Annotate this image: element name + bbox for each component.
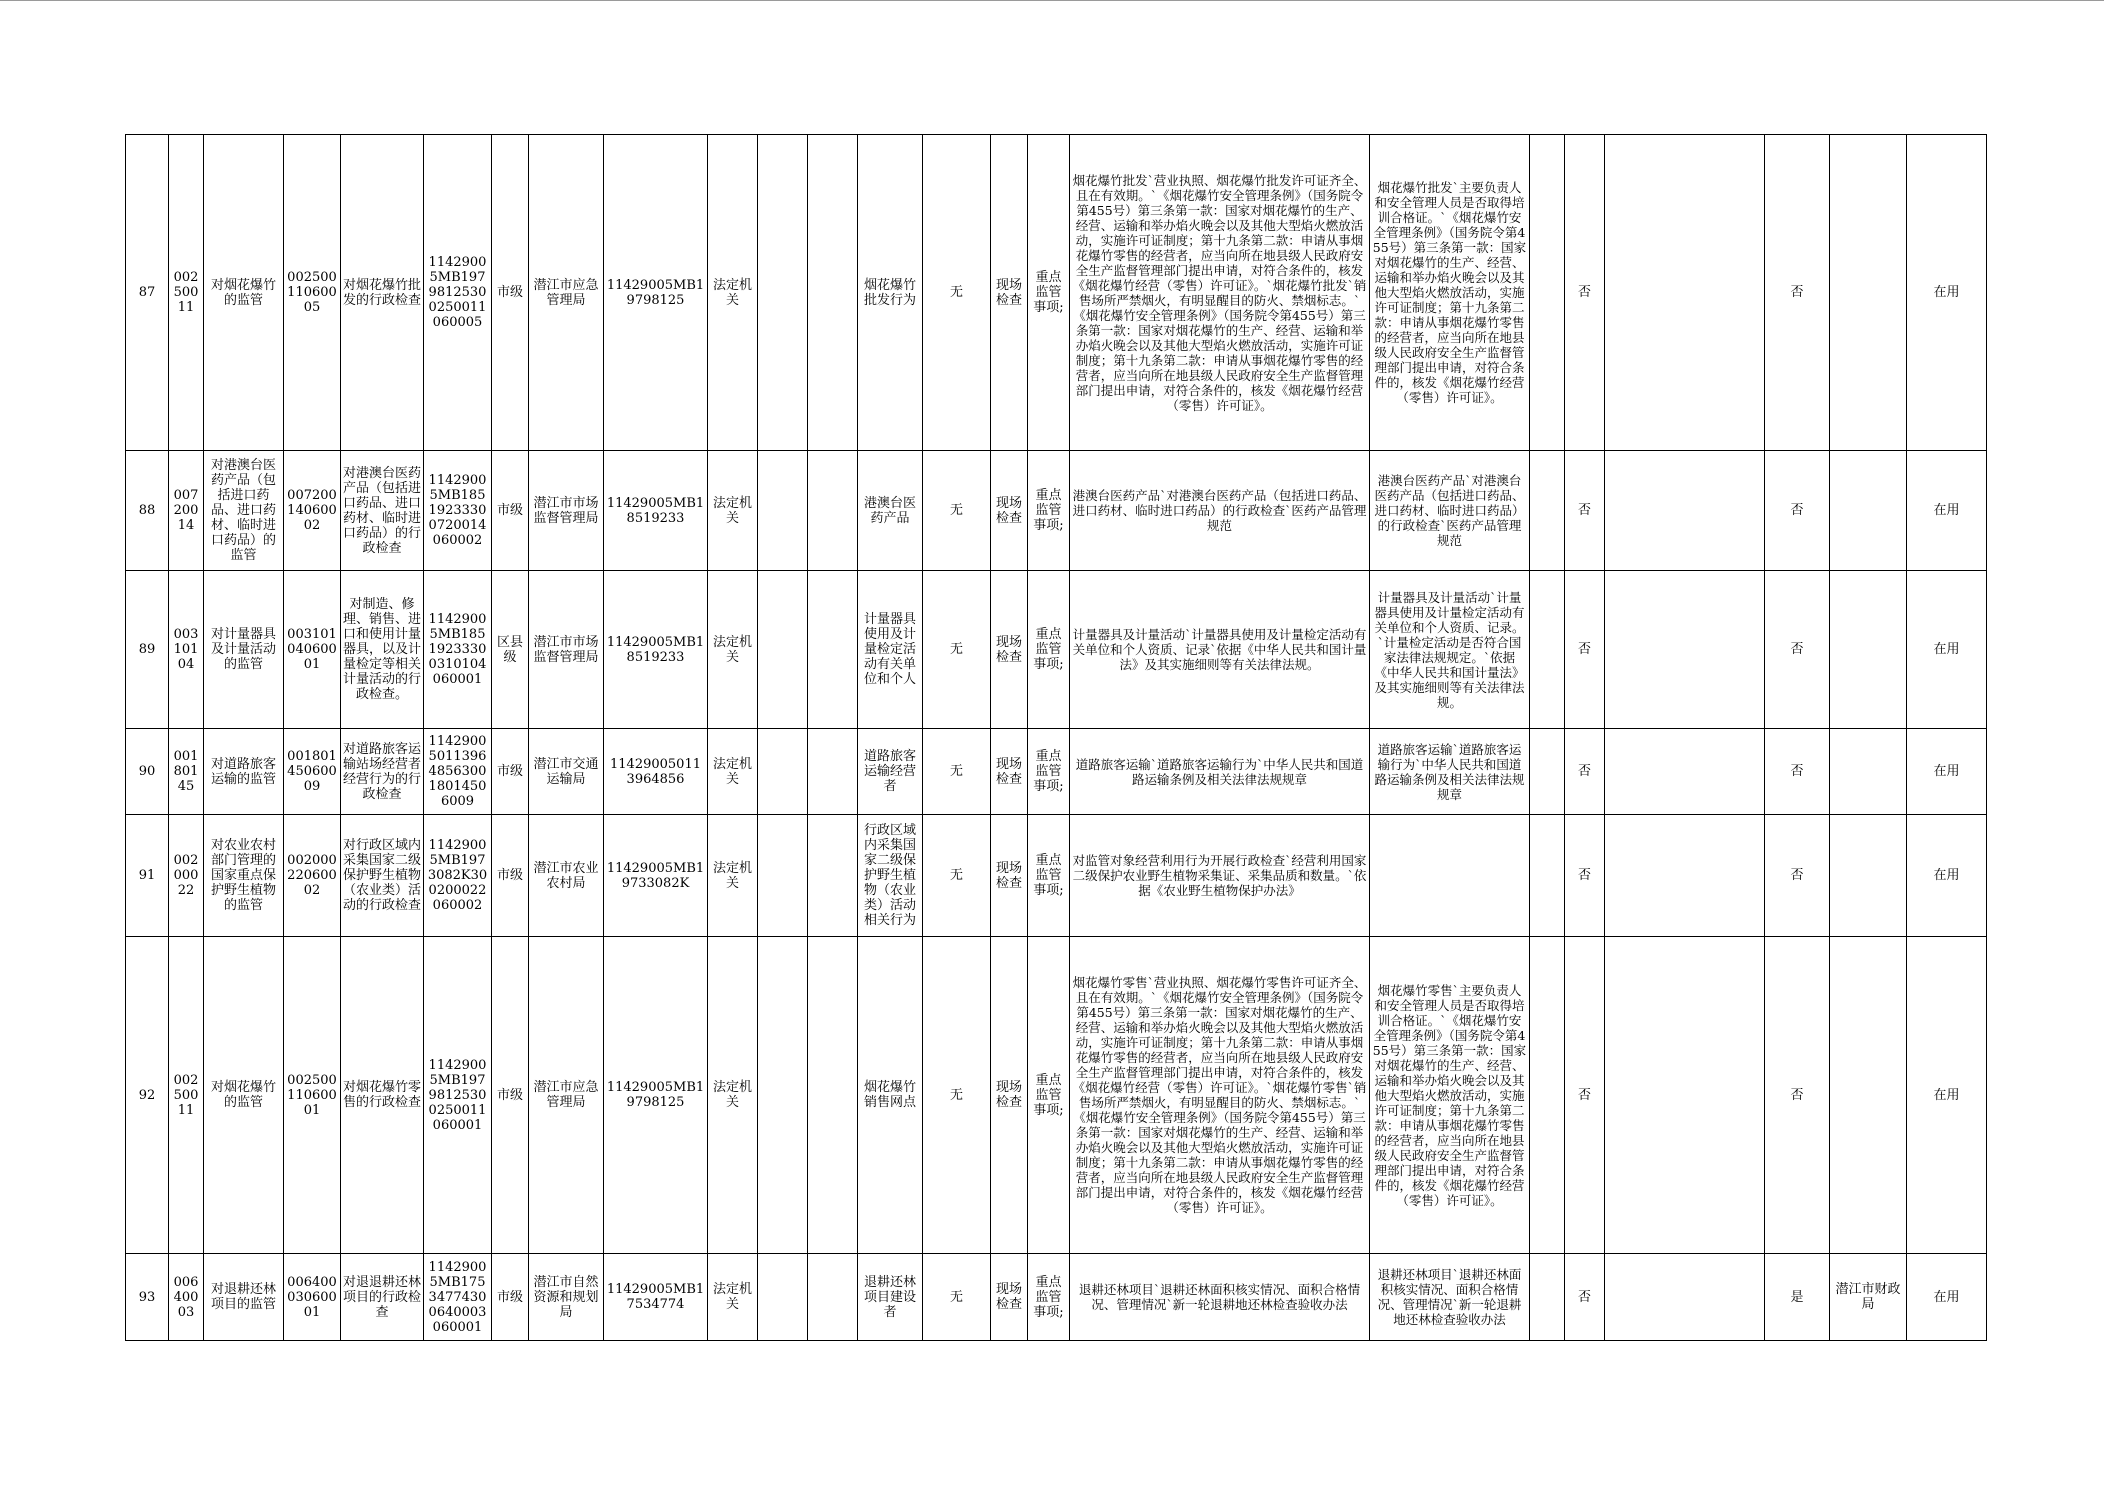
- sub-item-code: 00180145060009: [284, 729, 341, 815]
- supervision-matter: 对农业农村部门管理的国家重点保护野生植物的监管: [204, 815, 284, 937]
- blank-cell: [1605, 135, 1765, 451]
- implementing-department: 潜江市应急管理局: [529, 135, 604, 451]
- blank-cell: [1605, 937, 1765, 1254]
- blank-cell: [808, 451, 858, 571]
- flag-cell: 否: [1565, 729, 1605, 815]
- supervision-matter: 对退耕还林项目的监管: [204, 1254, 284, 1341]
- blank-cell: [758, 135, 808, 451]
- inspection-basis: 烟花爆竹零售`主要负责人和安全管理人员是否取得培训合格证。`《烟花爆竹安全管理条例》（国务院令第455号）第三条第一款：国家对烟花爆竹的生产、经营、运输和举办焰火晚会以及其他大型焰火燃放活动，实施许可证制度；第十九条第二款：申请从事烟花爆竹零售的经营者，应当向所在地县级人民政府安全生产监督管理部门提出申请，对符合条件的，核发《烟花爆竹经营（零售）许可证》。: [1370, 937, 1530, 1254]
- admin-level: 市级: [492, 729, 529, 815]
- entrusted-org: 无: [923, 815, 991, 937]
- supervision-items-table: [125, 134, 1987, 1341]
- flag-cell: 否: [1565, 937, 1605, 1254]
- inspection-content: 港澳台医药产品`对港澳台医药产品（包括进口药品、进口药材、临时进口药品）的行政检查`医药产品管理规范: [1070, 451, 1370, 571]
- blank-cell: [1530, 1254, 1565, 1341]
- flag-cell: 否: [1565, 571, 1605, 729]
- blank-cell: [1605, 1254, 1765, 1341]
- supervision-matter: 对烟花爆竹的监管: [204, 937, 284, 1254]
- implementing-department: 潜江市自然资源和规划局: [529, 1254, 604, 1341]
- inspection-item: 对烟花爆竹批发的行政检查: [341, 135, 424, 451]
- blank-cell: [1530, 571, 1565, 729]
- inspection-method: 现场检查: [991, 451, 1028, 571]
- admin-level: 市级: [492, 815, 529, 937]
- subject-type: 法定机关: [708, 815, 758, 937]
- inspection-basis: 烟花爆竹批发`主要负责人和安全管理人员是否取得培训合格证。`《烟花爆竹安全管理条例》（国务院令第455号）第三条第一款：国家对烟花爆竹的生产、经营、运输和举办焰火晚会以及其他大型焰火燃放活动，实施许可证制度；第十九条第二款：申请从事烟花爆竹零售的经营者，应当向所在地县级人民政府安全生产监督管理部门提出申请，对符合条件的，核发《烟花爆竹经营（零售）许可证》。: [1370, 135, 1530, 451]
- table-row: [126, 1254, 1987, 1341]
- matter-code: 00200022: [169, 815, 204, 937]
- joint-department: [1830, 451, 1907, 571]
- status-cell: 在用: [1907, 729, 1987, 815]
- item-category: 重点监管事项;: [1028, 571, 1070, 729]
- sub-item-code: 00720014060002: [284, 451, 341, 571]
- joint-department: [1830, 729, 1907, 815]
- inspection-item-code: 11429005MB19798125300250011060001: [424, 937, 492, 1254]
- matter-code: 00250011: [169, 937, 204, 1254]
- joint-flag-cell: 否: [1765, 729, 1830, 815]
- joint-flag-cell: 否: [1765, 451, 1830, 571]
- row-number: 87: [126, 135, 169, 451]
- blank-cell: [1530, 729, 1565, 815]
- matter-code: 00180145: [169, 729, 204, 815]
- matter-code: 00250011: [169, 135, 204, 451]
- sub-item-code: 00200022060002: [284, 815, 341, 937]
- inspection-item-code: 11429005011396485630018014506009: [424, 729, 492, 815]
- blank-cell: [1530, 937, 1565, 1254]
- item-category: 重点监管事项;: [1028, 815, 1070, 937]
- table-row: [126, 135, 1987, 451]
- entrusted-org: 无: [923, 135, 991, 451]
- row-number: 89: [126, 571, 169, 729]
- department-credit-code: 11429005MB17534774: [604, 1254, 708, 1341]
- inspection-target: 行政区域内采集国家二级保护野生植物（农业类）活动相关行为: [858, 815, 923, 937]
- inspection-target: 退耕还林项目建设者: [858, 1254, 923, 1341]
- implementing-department: 潜江市市场监督管理局: [529, 571, 604, 729]
- blank-cell: [1530, 451, 1565, 571]
- blank-cell: [1530, 815, 1565, 937]
- status-cell: 在用: [1907, 937, 1987, 1254]
- blank-cell: [1530, 135, 1565, 451]
- blank-cell: [808, 1254, 858, 1341]
- blank-cell: [1605, 451, 1765, 571]
- implementing-department: 潜江市交通运输局: [529, 729, 604, 815]
- sub-item-code: 00250011060005: [284, 135, 341, 451]
- inspection-item: 对港澳台医药产品（包括进口药品、进口药材、临时进口药品）的行政检查: [341, 451, 424, 571]
- inspection-item: 对退退耕还林项目的行政检查: [341, 1254, 424, 1341]
- entrusted-org: 无: [923, 571, 991, 729]
- inspection-content: 对监管对象经营利用行为开展行政检查`经营利用国家二级保护农业野生植物采集证、采集品质和数量。`依据《农业野生植物保护办法》: [1070, 815, 1370, 937]
- entrusted-org: 无: [923, 451, 991, 571]
- joint-department: [1830, 815, 1907, 937]
- inspection-content: 计量器具及计量活动`计量器具使用及计量检定活动有关单位和个人资质、记录`依据《中华人民共和国计量法》及其实施细则等有关法律法规。: [1070, 571, 1370, 729]
- department-credit-code: 11429005MB18519233: [604, 571, 708, 729]
- blank-cell: [758, 729, 808, 815]
- inspection-target: 烟花爆竹批发行为: [858, 135, 923, 451]
- entrusted-org: 无: [923, 937, 991, 1254]
- inspection-content: 烟花爆竹零售`营业执照、烟花爆竹零售许可证齐全、且在有效期。`《烟花爆竹安全管理条例》（国务院令第455号）第三条第一款：国家对烟花爆竹的生产、经营、运输和举办焰火晚会以及其他大型焰火燃放活动，实施许可证制度；第十九条第二款：申请从事烟花爆竹零售的经营者，应当向所在地县级人民政府安全生产监督管理部门提出申请，对符合条件的，核发《烟花爆竹经营（零售）许可证》。`烟花爆竹零售`销售场所严禁烟火，有明显醒目的防火、禁烟标志。`《烟花爆竹安全管理条例》（国务院令第455号）第三条第一款：国家对烟花爆竹的生产、经营、运输和举办焰火晚会以及其他大型焰火燃放活动，实施许可证制度；第十九条第二款：申请从事烟花爆竹零售的经营者，应当向所在地县级人民政府安全生产监督管理部门提出申请，对符合条件的，核发《烟花爆竹经营（零售）许可证》。: [1070, 937, 1370, 1254]
- department-credit-code: 114290050113964856: [604, 729, 708, 815]
- entrusted-org: 无: [923, 729, 991, 815]
- inspection-method: 现场检查: [991, 815, 1028, 937]
- table-row: [126, 815, 1987, 937]
- implementing-department: 潜江市农业农村局: [529, 815, 604, 937]
- inspection-basis: 计量器具及计量活动`计量器具使用及计量检定活动有关单位和个人资质、记录。`计量检定活动是否符合国家法律法规规定。`依据《中华人民共和国计量法》及其实施细则等有关法律法规。: [1370, 571, 1530, 729]
- table-row: [126, 451, 1987, 571]
- department-credit-code: 11429005MB19733082K: [604, 815, 708, 937]
- row-number: 92: [126, 937, 169, 1254]
- blank-cell: [758, 1254, 808, 1341]
- inspection-target: 烟花爆竹销售网点: [858, 937, 923, 1254]
- inspection-target: 计量器具使用及计量检定活动有关单位和个人: [858, 571, 923, 729]
- admin-level: 市级: [492, 451, 529, 571]
- inspection-item: 对烟花爆竹零售的行政检查: [341, 937, 424, 1254]
- subject-type: 法定机关: [708, 451, 758, 571]
- blank-cell: [808, 571, 858, 729]
- inspection-method: 现场检查: [991, 135, 1028, 451]
- blank-cell: [758, 451, 808, 571]
- status-cell: 在用: [1907, 815, 1987, 937]
- inspection-method: 现场检查: [991, 571, 1028, 729]
- sub-item-code: 00640003060001: [284, 1254, 341, 1341]
- item-category: 重点监管事项;: [1028, 1254, 1070, 1341]
- item-category: 重点监管事项;: [1028, 135, 1070, 451]
- matter-code: 00640003: [169, 1254, 204, 1341]
- inspection-method: 现场检查: [991, 729, 1028, 815]
- supervision-matter: 对烟花爆竹的监管: [204, 135, 284, 451]
- inspection-basis: 退耕还林项目`退耕还林面积核实情况、面积合格情况、管理情况`新一轮退耕地还林检查验收办法: [1370, 1254, 1530, 1341]
- inspection-basis: [1370, 815, 1530, 937]
- joint-department: [1830, 571, 1907, 729]
- sub-item-code: 00250011060001: [284, 937, 341, 1254]
- joint-flag-cell: 否: [1765, 571, 1830, 729]
- item-category: 重点监管事项;: [1028, 937, 1070, 1254]
- table-row: [126, 571, 1987, 729]
- admin-level: 区县级: [492, 571, 529, 729]
- blank-cell: [808, 937, 858, 1254]
- subject-type: 法定机关: [708, 729, 758, 815]
- subject-type: 法定机关: [708, 937, 758, 1254]
- row-number: 88: [126, 451, 169, 571]
- matter-code: 00310104: [169, 571, 204, 729]
- page-top-rule: [0, 0, 2104, 1]
- joint-department: [1830, 135, 1907, 451]
- inspection-method: 现场检查: [991, 937, 1028, 1254]
- inspection-item-code: 11429005MB1973082K300200022060002: [424, 815, 492, 937]
- blank-cell: [808, 729, 858, 815]
- sub-item-code: 00310104060001: [284, 571, 341, 729]
- flag-cell: 否: [1565, 1254, 1605, 1341]
- inspection-target: 道路旅客运输经营者: [858, 729, 923, 815]
- admin-level: 市级: [492, 937, 529, 1254]
- inspection-item-code: 11429005MB19798125300250011060005: [424, 135, 492, 451]
- inspection-basis: 道路旅客运输`道路旅客运输行为`中华人民共和国道路运输条例及相关法律法规规章: [1370, 729, 1530, 815]
- department-credit-code: 11429005MB19798125: [604, 937, 708, 1254]
- inspection-item: 对道路旅客运输站场经营者经营行为的行政检查: [341, 729, 424, 815]
- joint-flag-cell: 否: [1765, 937, 1830, 1254]
- inspection-item: 对行政区域内采集国家二级保护野生植物（农业类）活动的行政检查: [341, 815, 424, 937]
- blank-cell: [758, 571, 808, 729]
- joint-flag-cell: 是: [1765, 1254, 1830, 1341]
- entrusted-org: 无: [923, 1254, 991, 1341]
- inspection-content: 道路旅客运输`道路旅客运输行为`中华人民共和国道路运输条例及相关法律法规规章: [1070, 729, 1370, 815]
- inspection-content: 退耕还林项目`退耕还林面积核实情况、面积合格情况、管理情况`新一轮退耕地还林检查验收办法: [1070, 1254, 1370, 1341]
- inspection-item: 对制造、修理、销售、进口和使用计量器具，以及计量检定等相关计量活动的行政检查。: [341, 571, 424, 729]
- item-category: 重点监管事项;: [1028, 451, 1070, 571]
- inspection-item-code: 11429005MB18519233300310104060001: [424, 571, 492, 729]
- row-number: 90: [126, 729, 169, 815]
- supervision-matter: 对港澳台医药产品（包括进口药品、进口药材、临时进口药品）的监管: [204, 451, 284, 571]
- blank-cell: [808, 135, 858, 451]
- implementing-department: 潜江市应急管理局: [529, 937, 604, 1254]
- table-row: [126, 937, 1987, 1254]
- matter-code: 00720014: [169, 451, 204, 571]
- subject-type: 法定机关: [708, 135, 758, 451]
- blank-cell: [1605, 571, 1765, 729]
- implementing-department: 潜江市市场监督管理局: [529, 451, 604, 571]
- row-number: 93: [126, 1254, 169, 1341]
- blank-cell: [808, 815, 858, 937]
- status-cell: 在用: [1907, 135, 1987, 451]
- flag-cell: 否: [1565, 451, 1605, 571]
- status-cell: 在用: [1907, 571, 1987, 729]
- status-cell: 在用: [1907, 1254, 1987, 1341]
- joint-department: 潜江市财政局: [1830, 1254, 1907, 1341]
- supervision-matter: 对计量器具及计量活动的监管: [204, 571, 284, 729]
- inspection-basis: 港澳台医药产品`对港澳台医药产品（包括进口药品、进口药材、临时进口药品）的行政检查`医药产品管理规范: [1370, 451, 1530, 571]
- subject-type: 法定机关: [708, 1254, 758, 1341]
- flag-cell: 否: [1565, 815, 1605, 937]
- inspection-content: 烟花爆竹批发`营业执照、烟花爆竹批发许可证齐全、且在有效期。`《烟花爆竹安全管理条例》（国务院令第455号）第三条第一款：国家对烟花爆竹的生产、经营、运输和举办焰火晚会以及其他大型焰火燃放活动，实施许可证制度；第十九条第二款：申请从事烟花爆竹零售的经营者，应当向所在地县级人民政府安全生产监督管理部门提出申请，对符合条件的，核发《烟花爆竹经营（零售）许可证》。`烟花爆竹批发`销售场所严禁烟火，有明显醒目的防火、禁烟标志。`《烟花爆竹安全管理条例》（国务院令第455号）第三条第一款：国家对烟花爆竹的生产、经营、运输和举办焰火晚会以及其他大型焰火燃放活动，实施许可证制度；第十九条第二款：申请从事烟花爆竹零售的经营者，应当向所在地县级人民政府安全生产监督管理部门提出申请，对符合条件的，核发《烟花爆竹经营（零售）许可证》。: [1070, 135, 1370, 451]
- item-category: 重点监管事项;: [1028, 729, 1070, 815]
- department-credit-code: 11429005MB19798125: [604, 135, 708, 451]
- admin-level: 市级: [492, 1254, 529, 1341]
- supervision-matter: 对道路旅客运输的监管: [204, 729, 284, 815]
- department-credit-code: 11429005MB18519233: [604, 451, 708, 571]
- inspection-method: 现场检查: [991, 1254, 1028, 1341]
- joint-flag-cell: 否: [1765, 815, 1830, 937]
- flag-cell: 否: [1565, 135, 1605, 451]
- blank-cell: [758, 937, 808, 1254]
- inspection-item-code: 11429005MB18519233300720014060002: [424, 451, 492, 571]
- blank-cell: [758, 815, 808, 937]
- subject-type: 法定机关: [708, 571, 758, 729]
- inspection-item-code: 11429005MB17534774300640003060001: [424, 1254, 492, 1341]
- status-cell: 在用: [1907, 451, 1987, 571]
- table-row: [126, 729, 1987, 815]
- inspection-target: 港澳台医药产品: [858, 451, 923, 571]
- admin-level: 市级: [492, 135, 529, 451]
- blank-cell: [1605, 729, 1765, 815]
- row-number: 91: [126, 815, 169, 937]
- joint-department: [1830, 937, 1907, 1254]
- joint-flag-cell: 否: [1765, 135, 1830, 451]
- blank-cell: [1605, 815, 1765, 937]
